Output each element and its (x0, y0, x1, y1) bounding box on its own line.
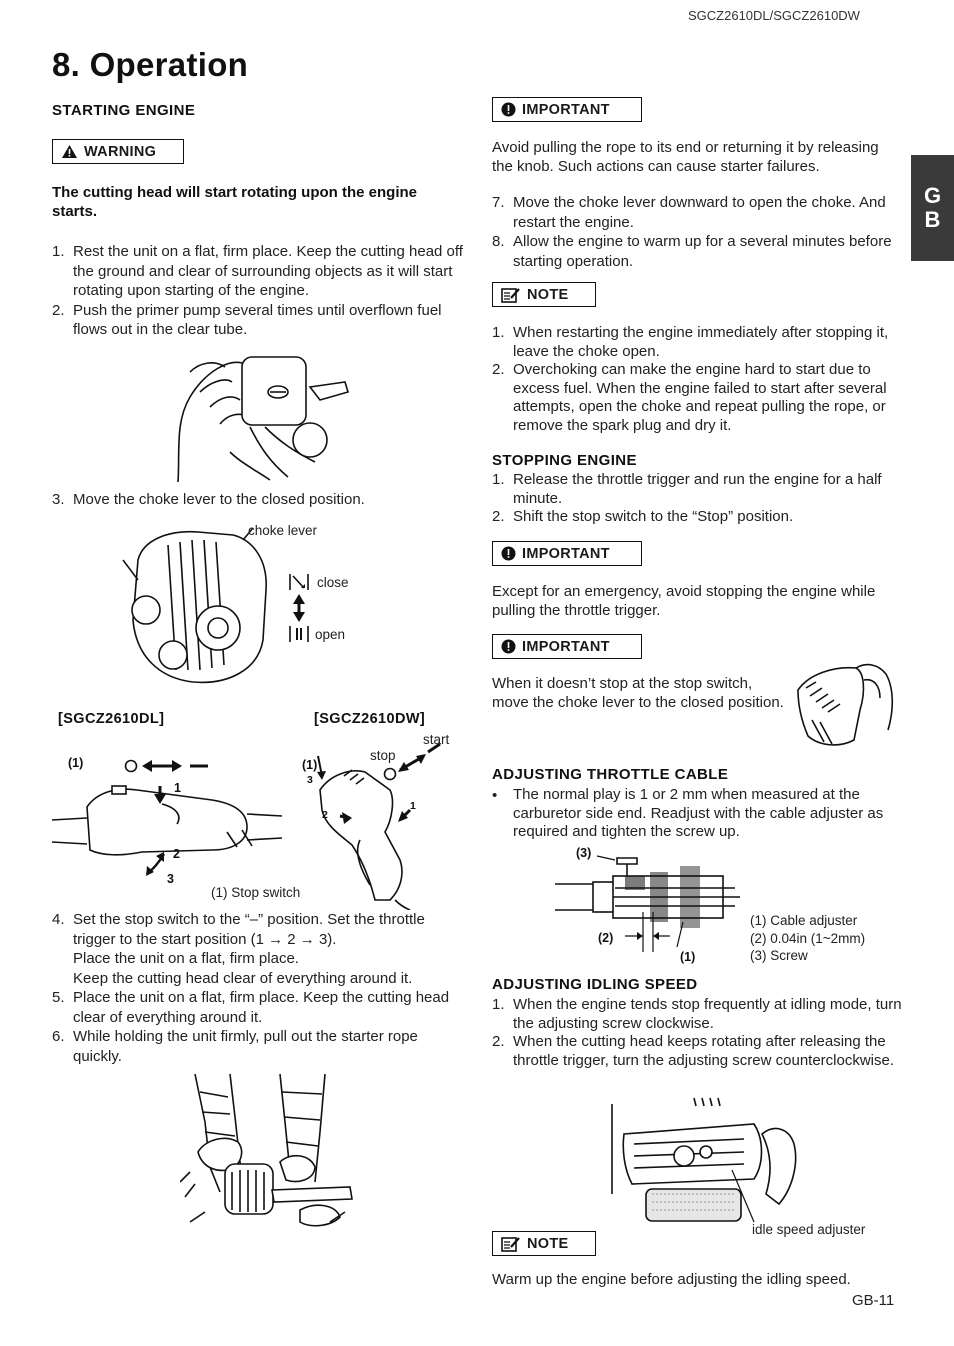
important-tag-1 (492, 97, 642, 122)
list-item: 1. When the engine tends stop frequently at idling mode, turn the adjusting screw clockwise. (492, 996, 902, 1032)
warning-triangle-icon (61, 144, 78, 159)
list-item: 5. Place the unit on a flat, firm place. Keep the cutting head clear of everything around it. (52, 989, 450, 1026)
fig-dw-callout-1: (1) (302, 758, 318, 772)
cable-callout-2: (2) (598, 931, 614, 945)
list-item: 2. When the cutting head keeps rotating after releasing the throttle trigger, turn the adjusting screw counterclockwise. (492, 1033, 895, 1069)
steps-list-b (52, 910, 464, 1066)
language-tab-line2: B (924, 207, 941, 232)
note-icon (501, 287, 521, 303)
fig-dw-start-label: start (423, 732, 450, 747)
important-label: IMPORTANT (522, 638, 610, 655)
open-label: open (315, 627, 346, 642)
language-tab (911, 155, 954, 261)
cable-callout-1: (1) (680, 950, 696, 964)
list-item: 1. When restarting the engine immediately after stopping it, leave the choke open. (492, 324, 889, 360)
exclamation-circle-icon (501, 639, 516, 654)
important-label: IMPORTANT (522, 101, 610, 118)
exclamation-circle-icon (501, 102, 516, 117)
fig-dl-step-2: 2 (173, 847, 180, 861)
fig-dw-step-1: 1 (410, 800, 416, 812)
idle-adjuster-label: idle speed adjuster (752, 1222, 866, 1237)
cable-callout-3: (3) (576, 846, 592, 860)
note-label: NOTE (527, 1235, 569, 1252)
note-label: NOTE (527, 286, 569, 303)
primer-pump-illustration (170, 352, 360, 482)
list-item: 2. Overchoking can make the engine hard to start due to excess fuel. When the engine failed to start after several attempts, open the choke and repeat pulling the rope, or remove the spark plug and dry it. (492, 361, 887, 434)
model-dl-label: [SGCZ2610DL] (58, 711, 165, 727)
important-1-text: Avoid pulling the rope to its end or returning it by releasing the knob. Such actions can cause starter failures. (492, 139, 879, 175)
list-item: 8. Allow the engine to warm up for a several minutes before starting operation. (492, 233, 892, 270)
note-icon (501, 1236, 521, 1252)
choke-lever-label: choke lever (248, 523, 318, 538)
idle-adjuster-illustration (604, 1094, 804, 1224)
fig-dw-step-3: 3 (307, 774, 313, 786)
list-item: 6. While holding the unit firmly, pull out the starter rope quickly. (52, 1028, 418, 1065)
list-item: 7. Move the choke lever downward to open the choke. And restart the engine. (492, 194, 886, 231)
model-dw-label: [SGCZ2610DW] (314, 711, 426, 727)
cable-legend-2: (2) 0.04in (1~2mm) (750, 931, 866, 946)
page-title: 8. Operation (52, 46, 249, 83)
choke-position-icons (288, 572, 310, 644)
header-model: SGCZ2610DL/SGCZ2610DW (688, 8, 860, 23)
warning-label: WARNING (84, 143, 157, 160)
list-item: 1. Release the throttle trigger and run the engine for a half minute. (492, 471, 882, 507)
starter-pull-illustration (180, 1072, 360, 1232)
section-heading-stopping: STOPPING ENGINE (492, 452, 637, 469)
close-label: close (317, 575, 349, 590)
list-item: 4. Set the stop switch to the “–” position. Set the throttle trigger to the start position (1 → 2 → 3). Place the unit on a flat, firm place. Keep the cutting head clear of everything around it. (52, 911, 425, 987)
choke-hand-illustration (794, 660, 898, 752)
fig-dw-step-2: 2 (322, 809, 328, 821)
fig-dw-stop-label: stop (370, 748, 396, 763)
warning-text: The cutting head will start rotating upon the engine starts. (52, 184, 418, 220)
list-item: 3. Move the choke lever to the closed position. (52, 491, 365, 508)
fig-dl-step-1: 1 (174, 781, 181, 795)
section-heading-throttle: ADJUSTING THROTTLE CABLE (492, 766, 729, 783)
exclamation-circle-icon (501, 546, 516, 561)
stop-switch-caption: (1) Stop switch (211, 885, 301, 900)
stopping-steps-list (492, 471, 902, 527)
section-heading-starting: STARTING ENGINE (52, 102, 196, 119)
language-tab-line1: G (923, 183, 942, 208)
important-3-text: When it doesn’t stop at the stop switch, move the choke lever to the closed position. (492, 675, 784, 711)
note-tag-1 (492, 282, 596, 307)
fig-dl-callout-1: (1) (68, 756, 84, 770)
page-number: GB-11 (852, 1292, 895, 1309)
important-label: IMPORTANT (522, 545, 610, 562)
note-2-text: Warm up the engine before adjusting the idling speed. (492, 1271, 851, 1288)
handle-dw-illustration (300, 740, 460, 910)
warning-tag (52, 139, 184, 164)
idling-steps-list (492, 996, 902, 1070)
important-2-text: Except for an emergency, avoid stopping the engine while pulling the throttle trigger. (492, 583, 876, 619)
note-steps-list (492, 324, 902, 435)
steps-list-a (52, 242, 464, 340)
note-tag-2 (492, 1231, 596, 1256)
steps-list-step3 (52, 490, 464, 510)
cable-legend-1: (1) Cable adjuster (750, 913, 858, 928)
handle-dl-illustration (52, 752, 282, 887)
list-item: 2. Shift the stop switch to the “Stop” position. (492, 508, 794, 525)
throttle-bullet: • The normal play is 1 or 2 mm when measured at the carburetor side end. Readjust with the cable adjuster as required and tighten the screw up. (492, 786, 884, 840)
engine-choke-illustration (118, 520, 278, 690)
section-heading-idling: ADJUSTING IDLING SPEED (492, 976, 698, 993)
cable-legend-3: (3) Screw (750, 948, 808, 963)
important-tag-2 (492, 541, 642, 566)
important-tag-3 (492, 634, 642, 659)
cable-adjuster-diagram (555, 852, 745, 957)
list-item: 2. Push the primer pump several times until overflown fuel flows out in the clear tube. (52, 301, 442, 338)
list-item: 1. Rest the unit on a flat, firm place. Keep the cutting head off the ground and clear of surrounding objects as it will start rotating upon starting of the engine. (52, 243, 463, 299)
fig-dl-step-3: 3 (167, 872, 174, 886)
steps-list-c (492, 193, 902, 271)
